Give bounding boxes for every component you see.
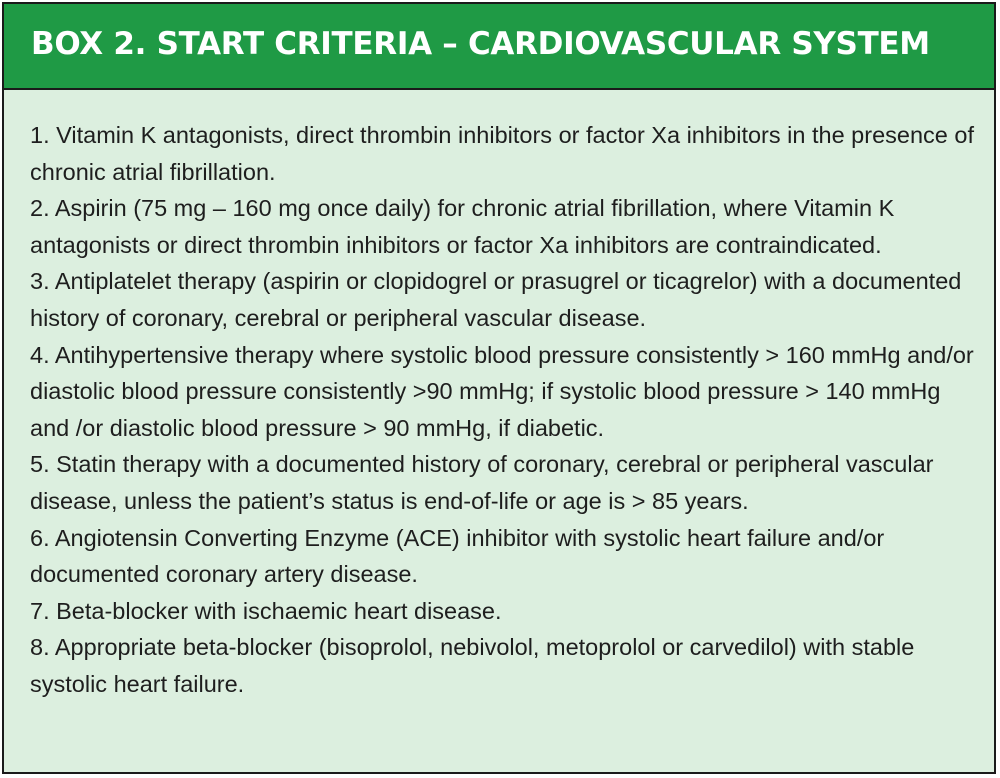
criteria-item-2: 2. Aspirin (75 mg – 160 mg once daily) for chronic atrial fibrillation, where Vitamin K antagonists or direct thrombin inhibitors or factor Xa inhibitors are contraindicated. xyxy=(30,195,895,258)
criteria-item-6: 6. Angiotensin Converting Enzyme (ACE) inhibitor with systolic heart failure and/or documented coronary artery disease. xyxy=(30,524,885,588)
criteria-box xyxy=(2,2,996,774)
criteria-item-3: 3. Antiplatelet therapy (aspirin or clopidogrel or prasugrel or ticagrelor) with a documented history of coronary, cerebral or peripheral vascular disease. xyxy=(30,268,962,331)
criteria-item-5: 5. Statin therapy with a documented history of coronary, cerebral or peripheral vascular disease, unless the patient’s status is end-of-life or age is > 85 years. xyxy=(30,451,934,514)
criteria-item-7: 7. Beta-blocker with ischaemic heart disease. xyxy=(30,597,502,624)
criteria-item-1: 1. Vitamin K antagonists, direct thrombin inhibitors or factor Xa inhibitors in the presence of chronic atrial fibrillation. xyxy=(30,122,974,185)
criteria-item-8: 8. Appropriate beta-blocker (bisoprolol, nebivolol, metoprolol or carvedilol) with stable systolic heart failure. xyxy=(30,634,915,697)
box-title: BOX 2. START CRITERIA – CARDIOVASCULAR SYSTEM xyxy=(31,26,930,62)
box-header xyxy=(4,4,994,90)
criteria-item-4: 4. Antihypertensive therapy where systolic blood pressure consistently > 160 mmHg and/or diastolic blood pressure consistently >90 mmHg; if systolic blood pressure > 140 mmHg and /or diastolic blood pressure > 90 mmHg, if diabetic. xyxy=(30,341,974,441)
criteria-list xyxy=(30,117,975,703)
